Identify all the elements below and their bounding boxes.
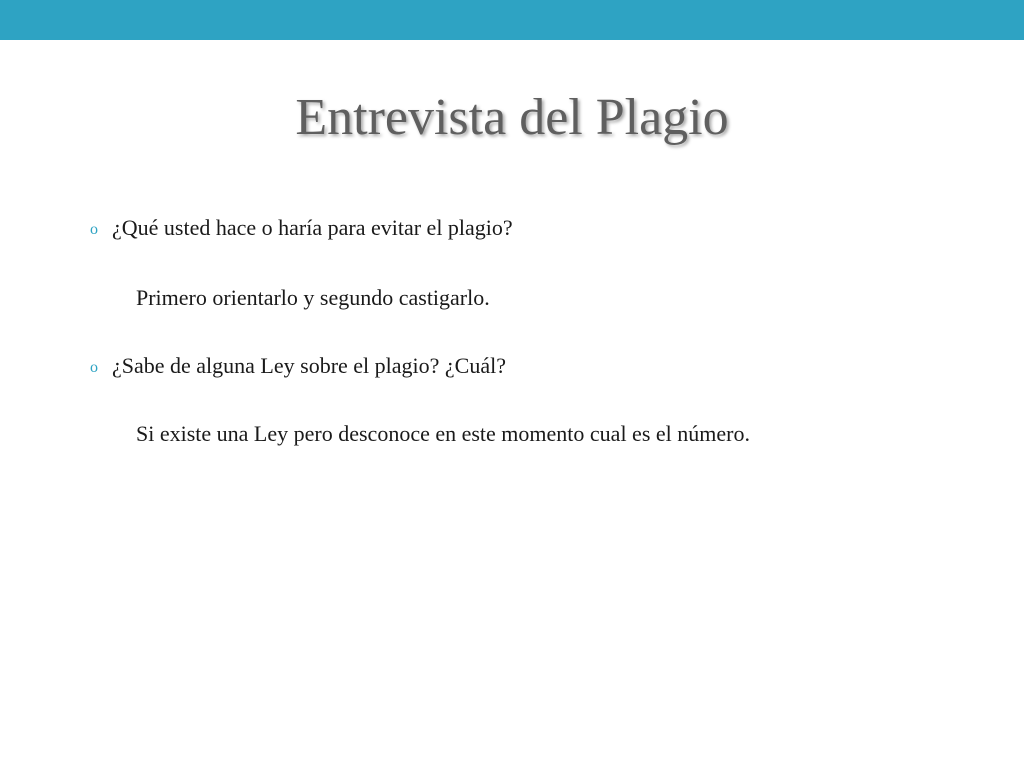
answer-text: Si existe una Ley pero desconoce en este momento cual es el número. [136, 421, 750, 446]
bullet-circle-icon: o [90, 221, 98, 238]
answer-text: Primero orientarlo y segundo castigarlo. [136, 285, 490, 310]
slide-title: Entrevista del Plagio [295, 89, 729, 146]
question-text: ¿Sabe de alguna Ley sobre el plagio? ¿Cuál? [112, 353, 507, 378]
question-item [90, 352, 506, 382]
bullet-circle-icon: o [90, 359, 98, 376]
question-item [90, 214, 513, 244]
question-text: ¿Qué usted hace o haría para evitar el plagio? [112, 215, 513, 240]
